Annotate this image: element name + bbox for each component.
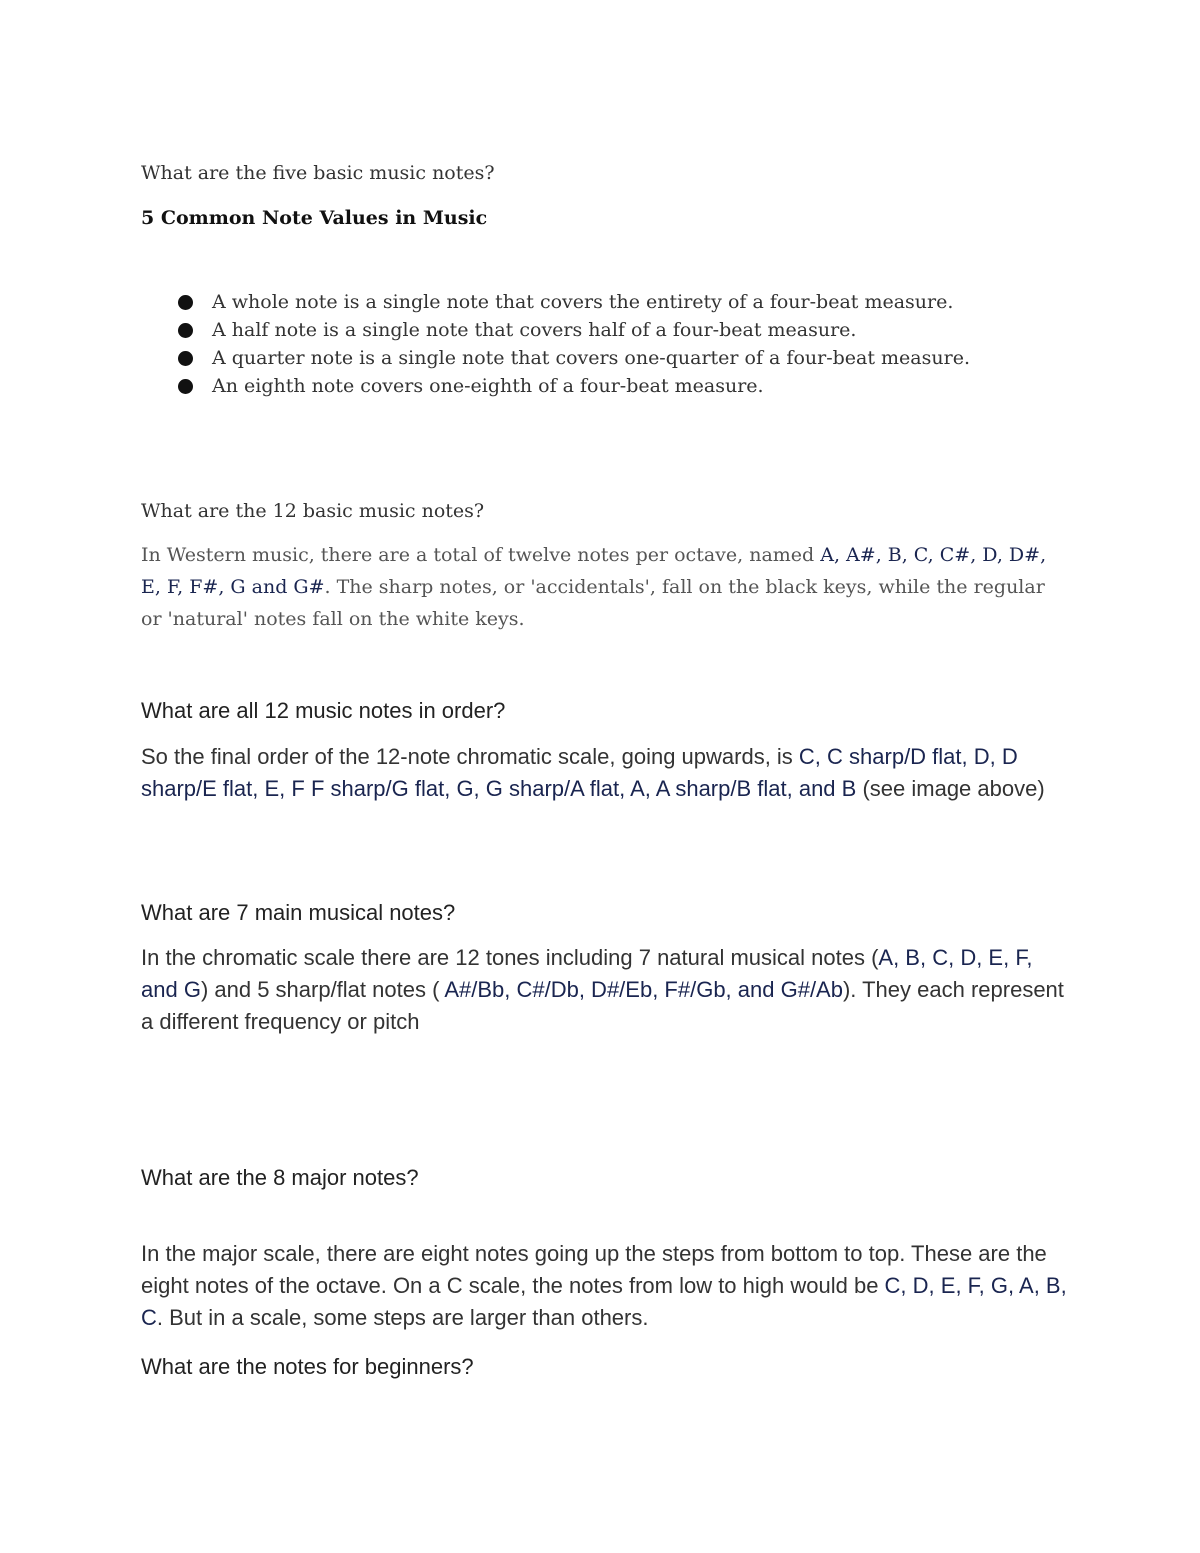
answer-twelve-basic-notes — [141, 539, 1071, 635]
answer-text: . The sharp notes, or 'accidentals', fall on the black keys, while the regular or 'natural' notes fall on the white keys. — [141, 576, 1045, 630]
answer-text: So the final order of the 12-note chromatic scale, going upwards, is — [141, 744, 799, 769]
question-twelve-basic-notes: What are the 12 basic music notes? — [141, 500, 485, 522]
heading-note-values: 5 Common Note Values in Music — [141, 207, 488, 229]
bullet-icon — [178, 323, 193, 338]
question-seven-main-notes: What are 7 main musical notes? — [141, 900, 456, 925]
answer-text: ) and 5 sharp/flat notes ( — [200, 977, 445, 1002]
list-item — [178, 316, 970, 344]
answer-text: In Western music, there are a total of twelve notes per octave, named — [141, 544, 821, 566]
answer-text: (see image above) — [856, 776, 1045, 801]
answer-emphasis: A, B, C, D, E, F, and G — [141, 945, 1033, 1002]
question-notes-for-beginners: What are the notes for beginners? — [141, 1354, 474, 1379]
answer-text: In the chromatic scale there are 12 tones including 7 natural musical notes ( — [141, 945, 879, 970]
answer-text: ). They each represent a different frequency or pitch — [141, 977, 1064, 1034]
bullet-icon — [178, 295, 193, 310]
answer-text: . But in a scale, some steps are larger than others. — [156, 1305, 649, 1330]
question-eight-major-notes: What are the 8 major notes? — [141, 1165, 419, 1190]
list-item-text: A whole note is a single note that covers the entirety of a four-beat measure. — [212, 291, 954, 313]
list-item-text: An eighth note covers one-eighth of a four-beat measure. — [212, 375, 764, 397]
list-item-text: A half note is a single note that covers half of a four-beat measure. — [212, 319, 857, 341]
answer-twelve-in-order — [141, 741, 1071, 805]
note-values-list — [178, 288, 970, 400]
list-item — [178, 344, 970, 372]
answer-text: In the major scale, there are eight notes going up the steps from bottom to top. These are the eight notes of the octave. On a C scale, the notes from low to high would be — [141, 1241, 1047, 1298]
bullet-icon — [178, 351, 193, 366]
answer-emphasis: C, C sharp/D flat, D, D sharp/E flat, E, F F sharp/G flat, G, G sharp/A flat, A, A sharp/B flat, and B — [141, 744, 1018, 801]
list-item — [178, 372, 970, 400]
answer-seven-main-notes — [141, 942, 1071, 1038]
list-item-text: A quarter note is a single note that covers one-quarter of a four-beat measure. — [212, 347, 970, 369]
answer-eight-major-notes — [141, 1238, 1071, 1334]
answer-emphasis: A, A#, B, C, C#, D, D#, E, F, F#, G and G# — [141, 544, 1047, 598]
question-five-basic-notes: What are the five basic music notes? — [141, 162, 495, 184]
answer-emphasis: A#/Bb, C#/Db, D#/Eb, F#/Gb, and G#/Ab — [444, 977, 843, 1002]
bullet-icon — [178, 379, 193, 394]
question-twelve-in-order: What are all 12 music notes in order? — [141, 698, 506, 723]
answer-emphasis: C, D, E, F, G, A, B, C — [141, 1273, 1067, 1330]
list-item — [178, 288, 970, 316]
